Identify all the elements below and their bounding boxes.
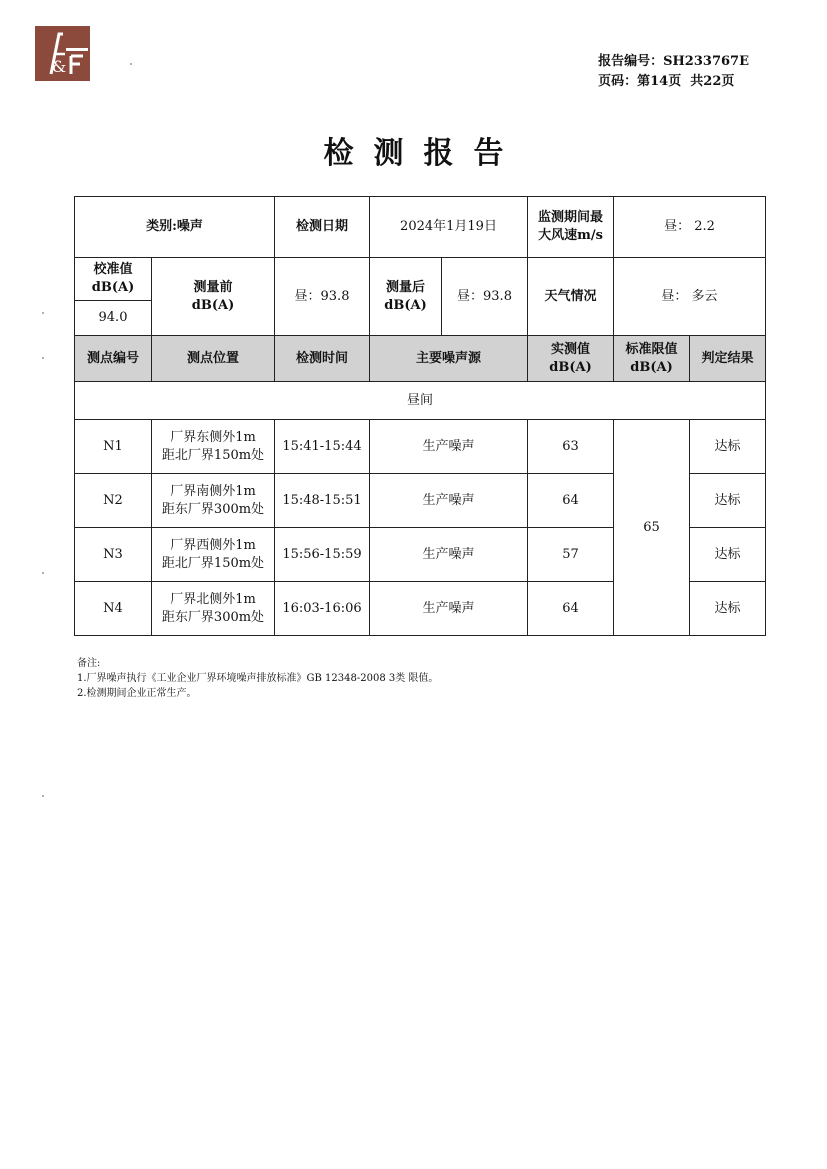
- measured-value: 63: [528, 420, 614, 474]
- after-value: 昼：93.8: [442, 258, 528, 336]
- page-number-line: [598, 72, 749, 92]
- logo-mark-icon: [35, 26, 90, 81]
- point-location-line2: 距东厂界300m处: [161, 501, 265, 517]
- col-header-limit-line1: 标准限值: [625, 341, 678, 357]
- calibration-label-line1: 校准值: [93, 262, 133, 277]
- report-header-info: [598, 52, 749, 92]
- page-label: 页码：: [598, 74, 638, 89]
- point-location-line2: 距北厂界150m处: [161, 555, 265, 571]
- scan-speck: [42, 572, 44, 574]
- info-row-2: [75, 258, 766, 336]
- point-location-line1: 厂界南侧外1m: [170, 483, 256, 499]
- calibration-value: 94.0: [75, 300, 151, 335]
- notes-line-2: 2.检测期间企业正常生产。: [77, 688, 197, 699]
- measured-value: 64: [528, 474, 614, 528]
- noise-source: 生产噪声: [370, 582, 528, 636]
- noise-source: 生产噪声: [370, 528, 528, 582]
- category-cell: 类别:噪声: [75, 197, 275, 258]
- page-total: 共22页: [690, 74, 735, 89]
- point-location: [152, 420, 275, 474]
- point-location-line1: 厂界北侧外1m: [170, 591, 256, 607]
- col-header-measured-line1: 实测值: [550, 341, 590, 357]
- after-label: [370, 258, 442, 336]
- noise-source: 生产噪声: [370, 474, 528, 528]
- company-logo: [35, 26, 90, 81]
- report-number-label: 报告编号：: [598, 54, 664, 69]
- col-header-time: 检测时间: [275, 336, 370, 382]
- report-number: SH233767E: [663, 54, 749, 69]
- result-value: 达标: [690, 582, 766, 636]
- result-value: 达标: [690, 528, 766, 582]
- info-row-1: [75, 197, 766, 258]
- col-header-id: 测点编号: [75, 336, 152, 382]
- notes-section: [77, 656, 438, 701]
- page-title: 检测报告: [323, 136, 524, 171]
- point-location: [152, 528, 275, 582]
- table-row: [75, 420, 766, 474]
- col-header-limit-line2: dB(A): [630, 359, 673, 375]
- scan-speck: [42, 312, 44, 314]
- calibration-label-line2: dB(A): [91, 280, 135, 295]
- noise-report-table: [74, 196, 766, 636]
- point-location-line1: 厂界东侧外1m: [170, 429, 256, 445]
- measure-time: 15:41-15:44: [275, 420, 370, 474]
- col-header-source: 主要噪声源: [370, 336, 528, 382]
- wind-label: [528, 197, 614, 258]
- notes-heading: 备注:: [77, 658, 101, 669]
- point-location-line2: 距东厂界300m处: [161, 609, 265, 625]
- measured-value: 64: [528, 582, 614, 636]
- before-label-line1: 测量前: [193, 279, 233, 295]
- wind-value: 昼： 2.2: [614, 197, 766, 258]
- period-label: 昼间: [75, 382, 766, 420]
- point-location-line1: 厂界西侧外1m: [170, 537, 256, 553]
- date-label: 检测日期: [275, 197, 370, 258]
- period-row: [75, 382, 766, 420]
- col-header-location: 测点位置: [152, 336, 275, 382]
- before-value: 昼：93.8: [275, 258, 370, 336]
- scan-speck: [42, 357, 44, 359]
- calibration-cell: [75, 258, 152, 336]
- point-location-line2: 距北厂界150m处: [161, 447, 265, 463]
- result-value: 达标: [690, 420, 766, 474]
- point-id: N2: [75, 474, 152, 528]
- col-header-measured: [528, 336, 614, 382]
- report-number-line: [598, 52, 749, 72]
- before-label-line2: dB(A): [191, 297, 235, 313]
- limit-value: 65: [614, 420, 690, 636]
- point-location: [152, 582, 275, 636]
- wind-label-line1: 监测期间最: [537, 210, 603, 225]
- page-current: 第14页: [637, 74, 682, 89]
- col-header-result: 判定结果: [690, 336, 766, 382]
- wind-label-line2: 大风速m/s: [538, 228, 603, 243]
- weather-value: 昼： 多云: [614, 258, 766, 336]
- before-label: [152, 258, 275, 336]
- weather-label: 天气情况: [528, 258, 614, 336]
- scan-speck: [42, 795, 44, 797]
- point-id: N3: [75, 528, 152, 582]
- measure-time: 15:56-15:59: [275, 528, 370, 582]
- after-label-line2: dB(A): [384, 297, 427, 313]
- measured-value: 57: [528, 528, 614, 582]
- point-location: [152, 474, 275, 528]
- point-id: N4: [75, 582, 152, 636]
- col-header-limit: [614, 336, 690, 382]
- measure-time: 15:48-15:51: [275, 474, 370, 528]
- calibration-label: [75, 258, 151, 300]
- measure-time: 16:03-16:06: [275, 582, 370, 636]
- notes-line-1: 1.厂界噪声执行《工业企业厂界环境噪声排放标准》GB 12348-2008 3类 限值。: [77, 673, 439, 684]
- scan-speck: [130, 63, 132, 65]
- noise-source: 生产噪声: [370, 420, 528, 474]
- after-label-line1: 测量后: [385, 279, 425, 295]
- result-value: 达标: [690, 474, 766, 528]
- col-header-measured-line2: dB(A): [549, 359, 592, 375]
- date-value: 2024年1月19日: [370, 197, 528, 258]
- svg-text:&: &: [52, 57, 67, 76]
- column-header-row: [75, 336, 766, 382]
- point-id: N1: [75, 420, 152, 474]
